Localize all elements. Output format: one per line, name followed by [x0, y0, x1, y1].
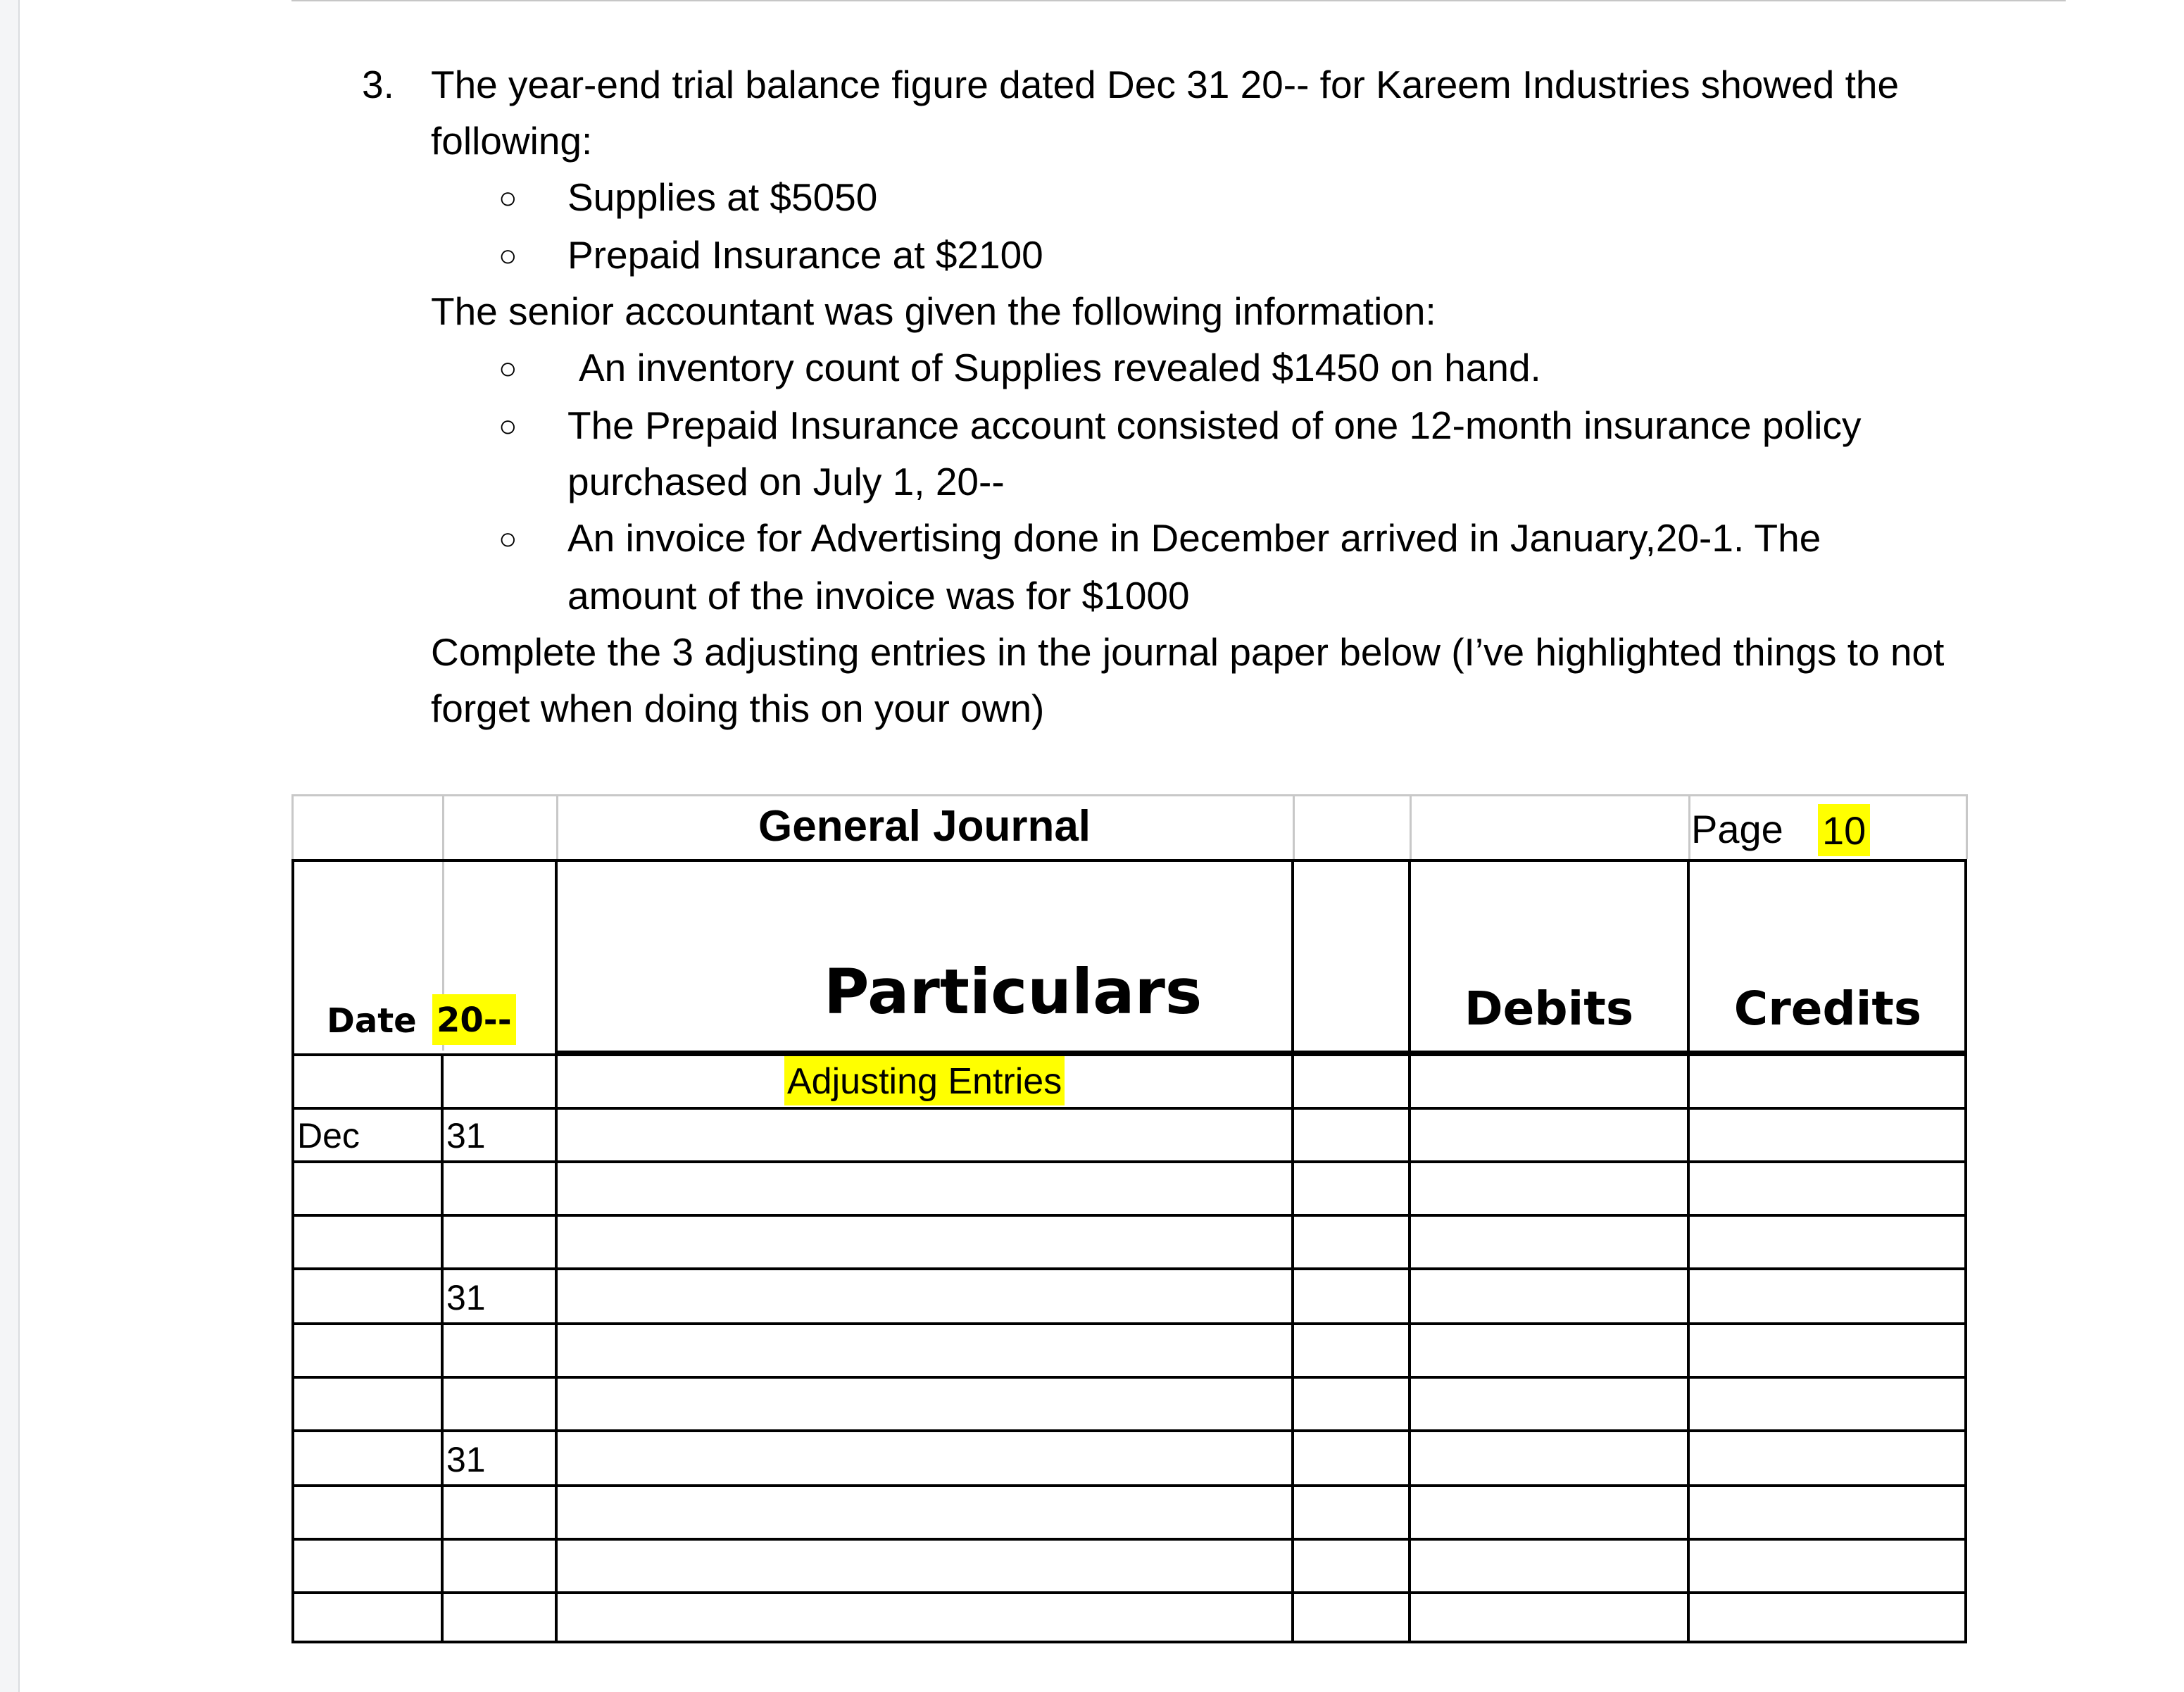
entry-day: 31 — [446, 1116, 486, 1155]
adjusting-entries-label: Adjusting Entries — [784, 1056, 1065, 1105]
entry-day: 31 — [446, 1440, 486, 1479]
particulars-header: Particulars — [824, 955, 1203, 1028]
entry-day: 31 — [446, 1278, 486, 1317]
info-item: An inventory count of Supplies revealed $1450 on hand. — [579, 346, 1541, 389]
bullet-icon: ○ — [498, 239, 517, 273]
bullet-icon: ○ — [498, 351, 517, 386]
debits-header: Debits — [1464, 982, 1634, 1036]
bullet-icon: ○ — [498, 409, 517, 444]
instruction-line1: Complete the 3 adjusting entries in the journal paper below (I’ve highlighted things to not — [431, 630, 1945, 674]
bullet-icon: ○ — [498, 522, 517, 556]
info-heading: The senior accountant was given the following information: — [431, 289, 1436, 333]
page-label: Page — [1691, 807, 1783, 851]
entry-month: Dec — [297, 1116, 360, 1155]
general-journal-table — [291, 794, 1967, 1643]
journal-title: General Journal — [758, 802, 1091, 851]
info-item-continued: amount of the invoice was for $1000 — [567, 574, 1190, 618]
top-divider — [291, 0, 2066, 1]
page-number: 10 — [1818, 804, 1870, 856]
question-intro-line2: following: — [431, 119, 593, 163]
document-left-margin — [0, 0, 20, 1692]
question-number: 3. — [362, 63, 394, 106]
info-item: The Prepaid Insurance account consisted of one 12-month insurance policy — [567, 403, 1862, 447]
instruction-line2: forget when doing this on your own) — [431, 687, 1045, 730]
info-item: An invoice for Advertising done in December arrived in January,20-1. The — [567, 516, 1821, 560]
balance-item: Prepaid Insurance at $2100 — [567, 233, 1043, 277]
balance-item: Supplies at $5050 — [567, 175, 878, 219]
info-item-continued: purchased on July 1, 20-- — [567, 460, 1005, 503]
bullet-icon: ○ — [498, 181, 517, 215]
date-label: Date — [327, 1001, 417, 1041]
credits-header: Credits — [1733, 982, 1922, 1036]
date-year: 20-- — [432, 994, 516, 1045]
question-intro-line1: The year-end trial balance figure dated Dec 31 20-- for Kareem Industries showed the — [431, 63, 1900, 106]
